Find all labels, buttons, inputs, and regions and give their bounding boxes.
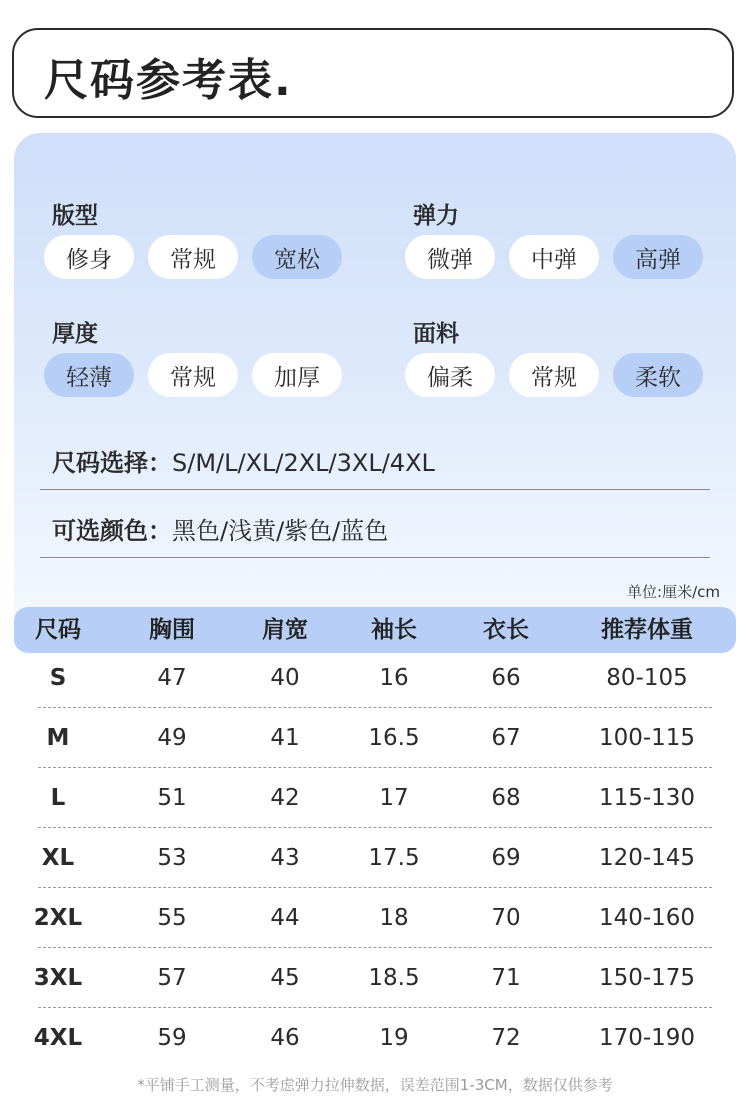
cell-weight: 115-130 bbox=[598, 785, 696, 811]
attribute-option: 加厚 bbox=[252, 353, 342, 397]
cell-length: 70 bbox=[491, 905, 521, 931]
attribute-option: 中弹 bbox=[509, 235, 599, 279]
cell-length: 69 bbox=[491, 845, 521, 871]
cell-sleeve: 18.5 bbox=[368, 965, 420, 991]
attribute-label: 面料 bbox=[413, 321, 459, 347]
divider bbox=[40, 489, 710, 490]
cell-size: 4XL bbox=[33, 1025, 83, 1051]
cell-size: L bbox=[50, 785, 66, 811]
cell-sleeve: 18 bbox=[379, 905, 409, 931]
header-size: 尺码 bbox=[35, 617, 81, 643]
table-header bbox=[14, 607, 736, 653]
cell-size: XL bbox=[41, 845, 75, 871]
cell-weight: 80-105 bbox=[606, 665, 688, 691]
attribute-option: 常规 bbox=[509, 353, 599, 397]
title-box bbox=[12, 28, 734, 118]
cell-size: 2XL bbox=[33, 905, 83, 931]
size-options-value: S/M/L/XL/2XL/3XL/4XL bbox=[172, 449, 435, 477]
page-title: 尺码参考表. bbox=[44, 55, 293, 106]
cell-shoulder: 45 bbox=[270, 965, 300, 991]
cell-chest: 59 bbox=[157, 1025, 187, 1051]
cell-size: M bbox=[46, 725, 70, 751]
cell-weight: 100-115 bbox=[598, 725, 696, 751]
cell-chest: 47 bbox=[157, 665, 187, 691]
attribute-option-selected: 轻薄 bbox=[44, 353, 134, 397]
cell-chest: 55 bbox=[157, 905, 187, 931]
attribute-option-selected: 柔软 bbox=[613, 353, 703, 397]
cell-length: 71 bbox=[491, 965, 521, 991]
cell-chest: 51 bbox=[157, 785, 187, 811]
attribute-option: 修身 bbox=[44, 235, 134, 279]
attribute-group-thickness bbox=[52, 315, 320, 391]
color-options-value: 黑色/浅黄/紫色/蓝色 bbox=[172, 517, 389, 545]
size-options-line bbox=[52, 443, 435, 478]
cell-sleeve: 19 bbox=[379, 1025, 409, 1051]
attribute-option: 常规 bbox=[148, 353, 238, 397]
cell-shoulder: 46 bbox=[270, 1025, 300, 1051]
header-weight: 推荐体重 bbox=[601, 617, 693, 643]
attribute-option: 常规 bbox=[148, 235, 238, 279]
attribute-group-fabric bbox=[413, 315, 681, 391]
header-sleeve: 袖长 bbox=[371, 617, 417, 643]
divider bbox=[40, 557, 710, 558]
cell-shoulder: 41 bbox=[270, 725, 300, 751]
cell-sleeve: 17 bbox=[379, 785, 409, 811]
attribute-option-selected: 宽松 bbox=[252, 235, 342, 279]
cell-weight: 170-190 bbox=[598, 1025, 696, 1051]
cell-size: 3XL bbox=[33, 965, 83, 991]
cell-length: 66 bbox=[491, 665, 521, 691]
attribute-label: 厚度 bbox=[52, 321, 98, 347]
cell-shoulder: 42 bbox=[270, 785, 300, 811]
cell-shoulder: 43 bbox=[270, 845, 300, 871]
cell-shoulder: 40 bbox=[270, 665, 300, 691]
attribute-option: 微弹 bbox=[405, 235, 495, 279]
table-row bbox=[0, 768, 750, 828]
cell-chest: 57 bbox=[157, 965, 187, 991]
attribute-label: 弹力 bbox=[413, 203, 459, 229]
cell-sleeve: 16.5 bbox=[368, 725, 420, 751]
table-row bbox=[0, 888, 750, 948]
cell-weight: 140-160 bbox=[598, 905, 696, 931]
attribute-option: 偏柔 bbox=[405, 353, 495, 397]
attribute-label: 版型 bbox=[52, 203, 98, 229]
cell-sleeve: 17.5 bbox=[368, 845, 420, 871]
cell-weight: 150-175 bbox=[598, 965, 696, 991]
cell-chest: 49 bbox=[157, 725, 187, 751]
color-options-line bbox=[52, 511, 388, 546]
footnote: *平铺手工测量，不考虑弹力拉伸数据，误差范围1-3CM，数据仅供参考 bbox=[137, 1076, 613, 1094]
cell-weight: 120-145 bbox=[598, 845, 696, 871]
attribute-group-fit bbox=[52, 197, 320, 273]
header-chest: 胸围 bbox=[149, 617, 195, 643]
cell-sleeve: 16 bbox=[379, 665, 409, 691]
table-row bbox=[0, 1008, 750, 1068]
cell-length: 72 bbox=[491, 1025, 521, 1051]
size-options-key: 尺码选择： bbox=[52, 449, 172, 477]
header-shoulder: 肩宽 bbox=[262, 617, 308, 643]
cell-chest: 53 bbox=[157, 845, 187, 871]
attribute-option-selected: 高弹 bbox=[613, 235, 703, 279]
color-options-key: 可选颜色： bbox=[52, 517, 172, 545]
cell-length: 68 bbox=[491, 785, 521, 811]
table-row bbox=[0, 708, 750, 768]
cell-size: S bbox=[49, 665, 67, 691]
cell-shoulder: 44 bbox=[270, 905, 300, 931]
attribute-group-elasticity bbox=[413, 197, 681, 273]
cell-length: 67 bbox=[491, 725, 521, 751]
unit-label: 单位:厘米/cm bbox=[627, 583, 720, 601]
table-row bbox=[0, 948, 750, 1008]
table-row bbox=[0, 648, 750, 708]
header-length: 衣长 bbox=[483, 617, 529, 643]
table-row bbox=[0, 828, 750, 888]
